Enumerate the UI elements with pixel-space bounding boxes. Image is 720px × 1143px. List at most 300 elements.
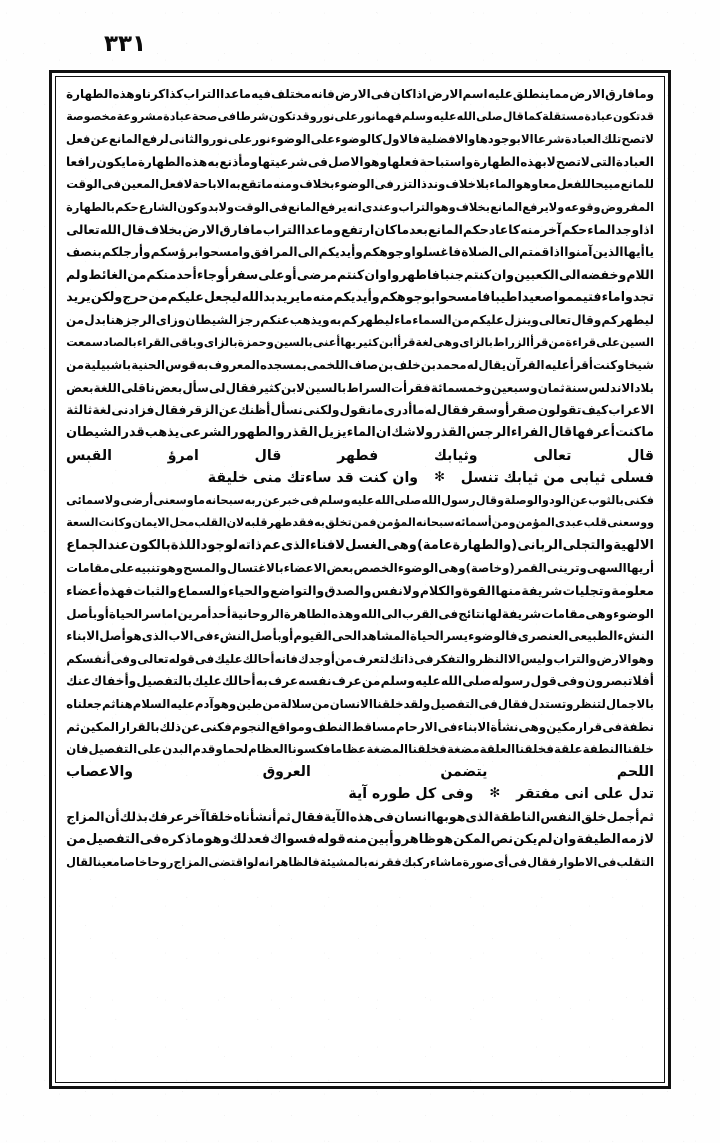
text-line [66,828,654,851]
text-run: وهو [204,831,230,847]
text-run: من [127,266,147,282]
text-run: التفصيل [430,696,479,712]
text-run: صورة [462,855,494,870]
text-run: الرجز [123,312,156,328]
text-run: قرأ [530,335,549,349]
text-run: له [424,403,437,418]
text-run: والتجلى [562,537,614,554]
text-run: الكعبين [514,266,559,282]
text-run: انه [258,855,274,870]
text-run: أو [97,606,109,621]
text-line [66,715,654,738]
text-run: العظام [248,742,288,757]
text-run: السماء [412,312,452,328]
text-run: ومافارق [605,86,654,102]
text-run: وعندى [361,199,399,215]
text-run: أعرفها [572,424,615,441]
text-run: والكلام [419,582,463,599]
text-run: ولاشك [391,424,434,441]
text-run: وسلم [380,674,415,689]
text-run: فتيمموا [553,289,602,305]
text-run: أوجدك [297,651,335,666]
text-run: السلام [132,696,171,712]
text-run: بالطهارة [66,199,115,215]
text-run: صعيدا [517,289,554,305]
text-run: طين [236,696,263,712]
text-run: سبحانه [415,516,455,530]
text-run: ووسعنى [607,516,654,530]
text-line [66,105,654,128]
text-run: نطفة [622,719,654,734]
text-run: انسان [394,808,432,825]
text-run: المانع [427,222,463,237]
text-run: العلقة [479,742,516,757]
text-run: قال [548,424,573,441]
text-run: فى [414,651,434,666]
text-run: الماء [346,424,376,441]
text-run: بالصاد [103,335,137,349]
text-run: لواقتضى [208,855,259,870]
text-run: بوجوهكم [379,289,436,305]
text-run: وتستدل [528,696,574,712]
text-run: فقال [291,808,324,825]
text-run: سر [142,606,162,621]
text-run: الطهارة [66,86,113,102]
text-run: المانع [490,199,523,215]
text-run: فزادنى [111,403,155,418]
text-run: عليكم [469,312,505,328]
text-run: صاف [348,357,379,373]
text-run: سمعت [66,335,103,349]
text-run: ومن [491,516,516,530]
text-run: هذه [184,154,208,169]
text-run: معينا [92,855,120,870]
text-run: هنابدل [84,312,124,328]
text-run: أحالك [242,651,275,666]
text-run: صلى [476,109,503,123]
text-run: الله [440,674,463,689]
text-run: هو [448,808,466,825]
text-run: شريفة [501,606,542,621]
text-run: الا [507,651,521,666]
text-run: بخلاف [144,222,183,237]
text-run: الوضوء [334,177,375,192]
text-run: فى [508,855,528,870]
text-run: من [148,289,168,305]
text-run: الزراط [493,335,531,349]
text-run: وكون [177,199,208,215]
text-run: عم [261,537,282,554]
text-run: والتواضع [269,582,325,599]
text-run: الشرعى [179,424,232,441]
text-run: المفروض [600,199,654,215]
text-run: رجز [237,312,261,328]
text-run: خبر [280,493,300,507]
text-run: فى [194,651,215,666]
text-run: يا [644,245,654,260]
text-run: الله [456,109,476,123]
text-run: بالاغتسال [227,561,284,576]
text-run: بأصل [250,629,282,644]
text-run: الغسل [345,537,387,554]
text-line [66,331,654,354]
text-run: فاطهروا [387,266,440,282]
text-run: عرف [267,674,299,689]
text-run: الاب [168,629,194,644]
text-run: السعة [66,516,99,530]
text-run: بالقرار [119,719,160,734]
text-run: كان [374,222,397,237]
text-run: ما [412,403,425,418]
text-run: نص [490,831,514,847]
text-run: القلب [194,516,227,530]
text-run: هذه [349,808,374,825]
text-run: عليكم [167,289,204,305]
text-run: جعلناه [66,696,102,712]
text-run: والثبات [133,582,178,599]
text-run: وماعدا [301,222,341,237]
text-run: المضغة [366,742,409,757]
text-run: وزاى [155,312,186,328]
text-run: الله [99,222,122,237]
text-run: جنبا [439,266,464,282]
text-run: فكنى [623,493,654,507]
text-run: فقال [154,403,187,418]
text-run: عن [90,132,109,147]
text-line [66,173,654,196]
text-run: أعنى [312,335,341,349]
text-run: أظنك [238,403,271,418]
text-run: قد [640,109,654,123]
text-run: صلى [394,493,422,507]
text-run: خلقا [205,808,234,825]
text-run: الاصل [328,154,364,169]
text-run: فى [597,855,617,870]
text-run: تكون [613,109,641,123]
text-run: وسلم [319,493,351,507]
text-run: وامسحوا [198,245,251,260]
text-run: وخفضه [580,266,627,282]
text-run: فى [478,696,498,712]
text-run: عليه [487,86,513,102]
text-run: بعض [66,380,94,395]
text-run: مكين [546,719,577,734]
text-line [66,693,654,716]
text-run: التفصيل [88,742,138,757]
text-run: المزاج [66,808,105,825]
text-run: المعروف [208,357,260,373]
text-run: يقال [478,357,507,373]
text-run: القرآن [506,357,545,373]
text-line [66,670,654,693]
text-run: بلاخلاف [445,177,490,192]
text-run: الوضوء [397,561,439,576]
text-run: مما [549,86,570,102]
text-run: الله [421,493,441,507]
text-run: بالكون [129,537,171,554]
text-run: وقدم [192,742,223,757]
verse-separator-icon: ✻ [434,469,445,486]
text-run: بن [420,357,436,373]
text-run: المكن [453,831,491,847]
text-run: وهى [438,561,466,576]
text-run: لابن [281,380,306,395]
text-run: مقامات [541,606,586,621]
text-run: ركبك [401,855,430,870]
text-run: أوجاء [196,266,230,282]
text-run: لافعل [159,177,193,192]
text-run: ثمان [537,380,565,395]
text-run: خلقنا [623,742,654,757]
text-run: تجدوا [620,289,654,305]
text-run: عن [181,719,201,734]
text-run: على [227,132,253,147]
text-run: كنتم [463,266,492,282]
text-run: مايكون [96,154,138,169]
text-run: سنة [564,380,589,395]
text-run: روحا [147,855,174,870]
text-run: كان [390,86,413,102]
text-run: الخصص [353,561,398,576]
text-run: التى [589,154,616,169]
text-run: تخلق [325,516,352,530]
text-run: فى [193,629,214,644]
text-run: وكنت [592,357,625,373]
text-run: تنبيه [134,561,161,576]
text-run: والتفكر [433,651,477,666]
text-run: ولم [66,266,89,282]
text-run: الاباحة [192,177,230,192]
text-run: وهى [585,606,613,621]
text-run: قراءة [565,335,597,349]
text-run: الذى [465,808,494,825]
text-run: وقال [475,493,505,507]
text-run: المزاج [173,855,209,870]
text-run: أصل [99,629,126,644]
text-run: قرار [576,719,603,734]
text-run: أحد [176,266,197,282]
text-run: من [66,831,86,847]
text-run: المؤمن [376,516,416,530]
text-run: والطهور [231,424,285,441]
text-column [66,83,654,1076]
text-run: بمسجده [259,357,307,373]
text-run: بالتفصيل [136,674,193,689]
text-run: بالزاى [203,335,238,349]
text-run: اللذة [170,537,201,554]
text-line [66,738,654,761]
text-run: أرضى [120,493,154,507]
text-run: ماتقع [240,177,273,192]
text-run: اسم [462,86,488,102]
text-run: الجماع [66,537,108,554]
text-run: أجمل [606,808,640,825]
text-run: ما [641,424,654,441]
text-run: الذى [281,537,310,554]
text-run: وليس [520,651,554,666]
text-run: علقة [554,742,583,757]
text-run: أمرين [177,606,212,621]
text-run: نور [316,109,335,123]
text-run: أن [104,808,120,825]
text-run: قمتم [519,245,550,260]
hemistich-right: تدل على انى مفتقر [516,786,654,803]
text-run: محل [169,516,195,530]
text-run: العبادة [564,132,602,147]
text-run: به [196,357,209,373]
text-run: رافعا [66,154,97,169]
text-run: الارحام [395,719,438,734]
text-run: كثير [356,335,379,349]
text-run: فى [438,606,459,621]
text-run: شريفة [521,582,563,599]
verse-separator-icon: ✻ [489,786,501,802]
text-line [66,851,654,874]
text-run: وأيديكم [333,289,380,305]
text-run: خلقنا [372,696,404,712]
text-run: عليك [192,674,222,689]
text-run: ماء [601,289,621,305]
text-run: كنت [615,424,642,441]
text-run: الاعضاء [283,561,327,576]
text-run: (وخاصة) [465,561,515,576]
text-run: أنفسكم [66,651,111,666]
text-run: الابناء [457,719,491,734]
text-run: أنشأناه [233,808,277,825]
text-run: فعدلك [229,831,271,847]
text-run: تبصرون [585,674,633,689]
text-run: ومواقع [270,719,313,734]
text-run: ولا [104,493,121,507]
text-run: رسوله [491,674,531,689]
text-run: فقرأت [390,380,431,395]
text-run: ولقد [403,696,431,712]
text-run: الربانى [517,537,563,554]
text-run: وخمسمائة [430,380,492,395]
text-run: آخر [540,222,562,237]
text-run: ينطلق [512,86,550,102]
text-run: قوس [165,357,197,373]
text-run: فكنى [200,719,232,734]
text-run: تعالى [137,651,169,666]
text-run: سمائى [66,493,105,507]
text-run: القمر [514,561,547,576]
text-run: القذر [284,424,318,441]
text-run: برؤسكم [150,245,199,260]
text-run: له [466,357,479,373]
text-run: عنك [66,674,91,689]
text-run: أدرى [383,403,413,418]
text-run: ابن [379,335,398,349]
text-run: طهر [267,516,293,530]
text-run: بن [378,357,394,373]
text-run: وينزل [504,312,539,328]
text-run: نفسه [298,674,332,689]
text-run: وهو [363,154,387,169]
text-run: الانسان [329,696,373,712]
text-run: كما [523,109,543,123]
text-run: فخلقنا [408,742,447,757]
text-run: وباقى [169,335,204,349]
text-run: الشارع [138,199,178,215]
text-run: وهى [518,719,547,734]
text-run: تكون [268,109,296,123]
text-run: القوة [462,582,496,599]
text-run: قوله [316,831,346,847]
text-run: قرأ [397,335,416,349]
text-run: عامة) [416,537,453,554]
text-run: السهى [586,561,627,576]
text-run: لغة [415,335,433,349]
text-run: يكن [513,831,538,847]
text-run: خاصا [119,855,148,870]
text-line [66,241,654,264]
text-run: فى [300,493,319,507]
text-run: وفى [110,651,138,666]
text-run: عن [218,403,239,418]
text-run: ومنه [273,177,300,192]
text-run: لوجود [200,537,238,554]
text-run: ثم [66,719,81,734]
text-run: الغائط [88,266,128,282]
text-run: الذين [592,245,624,260]
text-run: أحد [211,606,231,621]
text-run: حرج [122,289,149,305]
text-run: الحنية [131,357,166,373]
text-run: فقال [527,855,557,870]
text-run: وحمزة [237,335,274,349]
text-run: فالوضوء [468,629,518,644]
text-run: الناطقة [493,808,541,825]
text-run: عبادة [163,109,192,123]
text-run: اما [161,606,178,621]
text-run: ولايرفع [522,199,565,215]
text-run: بأصل [66,606,98,621]
text-run: لرفع [141,132,169,147]
text-run: للمانع [620,177,654,192]
text-run: لى [208,380,226,395]
text-run: يزيل [317,424,347,441]
text-run: مرضى [296,266,337,282]
text-run: صقر [509,403,538,418]
text-run: منه [345,831,368,847]
text-run: مايريد [275,289,313,305]
text-run: النطف [312,719,352,734]
text-run: فالظاهر [273,855,320,870]
text-run: قدر [121,424,145,441]
text-run: سلالة [280,696,312,712]
text-run: فى [374,177,394,192]
text-run: معاوهو [515,177,557,192]
text-run: الى [381,606,402,621]
text-run: ذاتك [389,651,415,666]
text-run: وان [491,266,515,282]
text-run: سفر [229,266,259,282]
text-run: فقال [497,696,529,712]
text-line [66,806,654,829]
text-run: قلب [583,516,608,530]
text-run: والصدق [324,582,372,599]
text-run: الوضوء [270,132,311,147]
text-run: الروحانية [231,606,284,621]
text-run: النفس [540,808,582,825]
text-run: آخر [184,808,206,825]
text-run: فقال [436,403,469,418]
text-run: عليه [433,109,457,123]
text-run: وقال [571,312,602,328]
text-run: فى [217,109,237,123]
text-run: أى [493,855,509,870]
